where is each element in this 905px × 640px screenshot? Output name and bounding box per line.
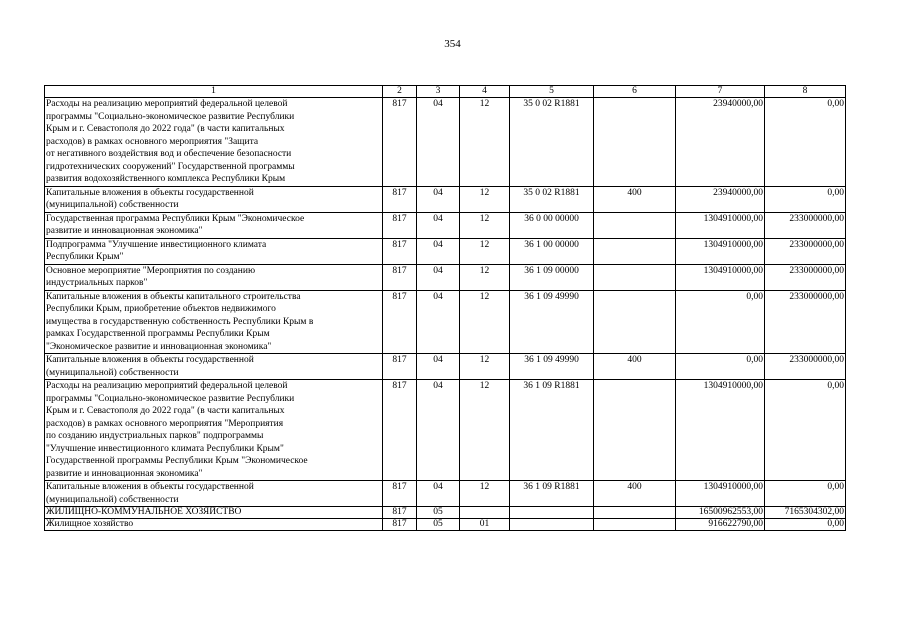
subsection-code: 12 (460, 186, 510, 212)
amount-col8: 233000000,00 (765, 238, 846, 264)
section-code: 05 (417, 519, 460, 531)
amount-col8: 0,00 (765, 98, 846, 187)
target-article-code: 36 1 09 R1881 (510, 481, 594, 507)
item-name: Капитальные вложения в объекты государственной (муниципальной) собственности (45, 186, 383, 212)
amount-col7: 0,00 (676, 354, 765, 380)
item-name: ЖИЛИЩНО-КОММУНАЛЬНОЕ ХОЗЯЙСТВО (45, 507, 383, 519)
table-row (45, 212, 846, 238)
item-name: Расходы на реализацию мероприятий федеральной целевой программы "Социально-экономическое развитие Республики Крым и г. Севастополя до 2022 года" (в части капитальных расходов) в рамках основного мероприятия "Защита от негативного воздействия вод и обеспечение безопасности гидротехнических сооружений" Государственной программы развития водохозяйственного комплекса Республики Крым (45, 98, 383, 187)
item-name: Основное мероприятие "Мероприятия по созданию индустриальных парков" (45, 264, 383, 290)
expense-type-code (594, 98, 676, 187)
expense-type-code: 400 (594, 481, 676, 507)
expense-type-code: 400 (594, 186, 676, 212)
table-row (45, 238, 846, 264)
item-name: Жилищное хозяйство (45, 519, 383, 531)
ministry-code: 817 (383, 507, 417, 519)
amount-col8: 233000000,00 (765, 212, 846, 238)
column-header: 1 (45, 86, 383, 98)
ministry-code: 817 (383, 290, 417, 354)
expense-type-code (594, 380, 676, 481)
column-header: 8 (765, 86, 846, 98)
amount-col8: 233000000,00 (765, 290, 846, 354)
amount-col8: 7165304302,00 (765, 507, 846, 519)
subsection-code: 12 (460, 354, 510, 380)
target-article-code: 36 0 00 00000 (510, 212, 594, 238)
subsection-code: 12 (460, 98, 510, 187)
table-row (45, 519, 846, 531)
ministry-code: 817 (383, 98, 417, 187)
amount-col7: 16500962553,00 (676, 507, 765, 519)
expense-type-code: 400 (594, 354, 676, 380)
item-name: Капитальные вложения в объекты капитального строительства Республики Крым, приобретение объектов недвижимого имущества в государственную собственность Республики Крым в рамках Государственной программы Республики Крым "Экономическое развитие и инновационная экономика" (45, 290, 383, 354)
item-name: Государственная программа Республики Крым "Экономическое развитие и инновационная экономика" (45, 212, 383, 238)
subsection-code: 12 (460, 290, 510, 354)
page-number: 354 (444, 38, 461, 50)
ministry-code: 817 (383, 264, 417, 290)
column-header: 4 (460, 86, 510, 98)
amount-col8: 233000000,00 (765, 264, 846, 290)
ministry-code: 817 (383, 481, 417, 507)
ministry-code: 817 (383, 354, 417, 380)
column-header: 2 (383, 86, 417, 98)
budget-table (44, 85, 846, 531)
target-article-code: 36 1 09 49990 (510, 354, 594, 380)
expense-type-code (594, 507, 676, 519)
target-article-code (510, 519, 594, 531)
amount-col8: 0,00 (765, 380, 846, 481)
amount-col7: 0,00 (676, 290, 765, 354)
column-header: 6 (594, 86, 676, 98)
item-name: Подпрограмма "Улучшение инвестиционного климата Республики Крым" (45, 238, 383, 264)
subsection-code: 12 (460, 481, 510, 507)
section-code: 04 (417, 98, 460, 187)
column-header: 3 (417, 86, 460, 98)
column-header: 7 (676, 86, 765, 98)
table-row (45, 98, 846, 187)
target-article-code: 36 1 09 00000 (510, 264, 594, 290)
amount-col8: 0,00 (765, 481, 846, 507)
item-name: Капитальные вложения в объекты государственной (муниципальной) собственности (45, 481, 383, 507)
ministry-code: 817 (383, 186, 417, 212)
subsection-code: 01 (460, 519, 510, 531)
amount-col7: 23940000,00 (676, 186, 765, 212)
header-row (45, 86, 846, 98)
amount-col8: 0,00 (765, 186, 846, 212)
amount-col7: 1304910000,00 (676, 212, 765, 238)
table-row (45, 290, 846, 354)
table-row (45, 481, 846, 507)
target-article-code: 36 1 09 49990 (510, 290, 594, 354)
column-header: 5 (510, 86, 594, 98)
table-row (45, 507, 846, 519)
ministry-code: 817 (383, 519, 417, 531)
subsection-code (460, 507, 510, 519)
target-article-code: 36 1 09 R1881 (510, 380, 594, 481)
section-code: 04 (417, 212, 460, 238)
target-article-code: 35 0 02 R1881 (510, 98, 594, 187)
table-row (45, 264, 846, 290)
table-row (45, 186, 846, 212)
expense-type-code (594, 290, 676, 354)
subsection-code: 12 (460, 212, 510, 238)
target-article-code: 36 1 00 00000 (510, 238, 594, 264)
target-article-code (510, 507, 594, 519)
expense-type-code (594, 212, 676, 238)
ministry-code: 817 (383, 380, 417, 481)
section-code: 04 (417, 380, 460, 481)
amount-col7: 1304910000,00 (676, 380, 765, 481)
section-code: 04 (417, 354, 460, 380)
subsection-code: 12 (460, 380, 510, 481)
item-name: Расходы на реализацию мероприятий федеральной целевой программы "Социально-экономическое развитие Республики Крым и г. Севастополя до 2022 года" (в части капитальных расходов) в рамках основного мероприятия "Мероприятия по созданию индустриальных парков" подпрограммы "Улучшение инвестиционного климата Республики Крым" Государственной программы Республики Крым "Экономическое развитие и инновационная экономика" (45, 380, 383, 481)
subsection-code: 12 (460, 238, 510, 264)
amount-col7: 23940000,00 (676, 98, 765, 187)
amount-col7: 1304910000,00 (676, 264, 765, 290)
table-row (45, 380, 846, 481)
amount-col8: 233000000,00 (765, 354, 846, 380)
expense-type-code (594, 264, 676, 290)
target-article-code: 35 0 02 R1881 (510, 186, 594, 212)
section-code: 04 (417, 264, 460, 290)
section-code: 04 (417, 481, 460, 507)
amount-col7: 916622790,00 (676, 519, 765, 531)
item-name: Капитальные вложения в объекты государственной (муниципальной) собственности (45, 354, 383, 380)
subsection-code: 12 (460, 264, 510, 290)
amount-col7: 1304910000,00 (676, 238, 765, 264)
amount-col8: 0,00 (765, 519, 846, 531)
ministry-code: 817 (383, 238, 417, 264)
section-code: 04 (417, 186, 460, 212)
section-code: 05 (417, 507, 460, 519)
table-row (45, 354, 846, 380)
expense-type-code (594, 519, 676, 531)
section-code: 04 (417, 238, 460, 264)
section-code: 04 (417, 290, 460, 354)
amount-col7: 1304910000,00 (676, 481, 765, 507)
ministry-code: 817 (383, 212, 417, 238)
expense-type-code (594, 238, 676, 264)
